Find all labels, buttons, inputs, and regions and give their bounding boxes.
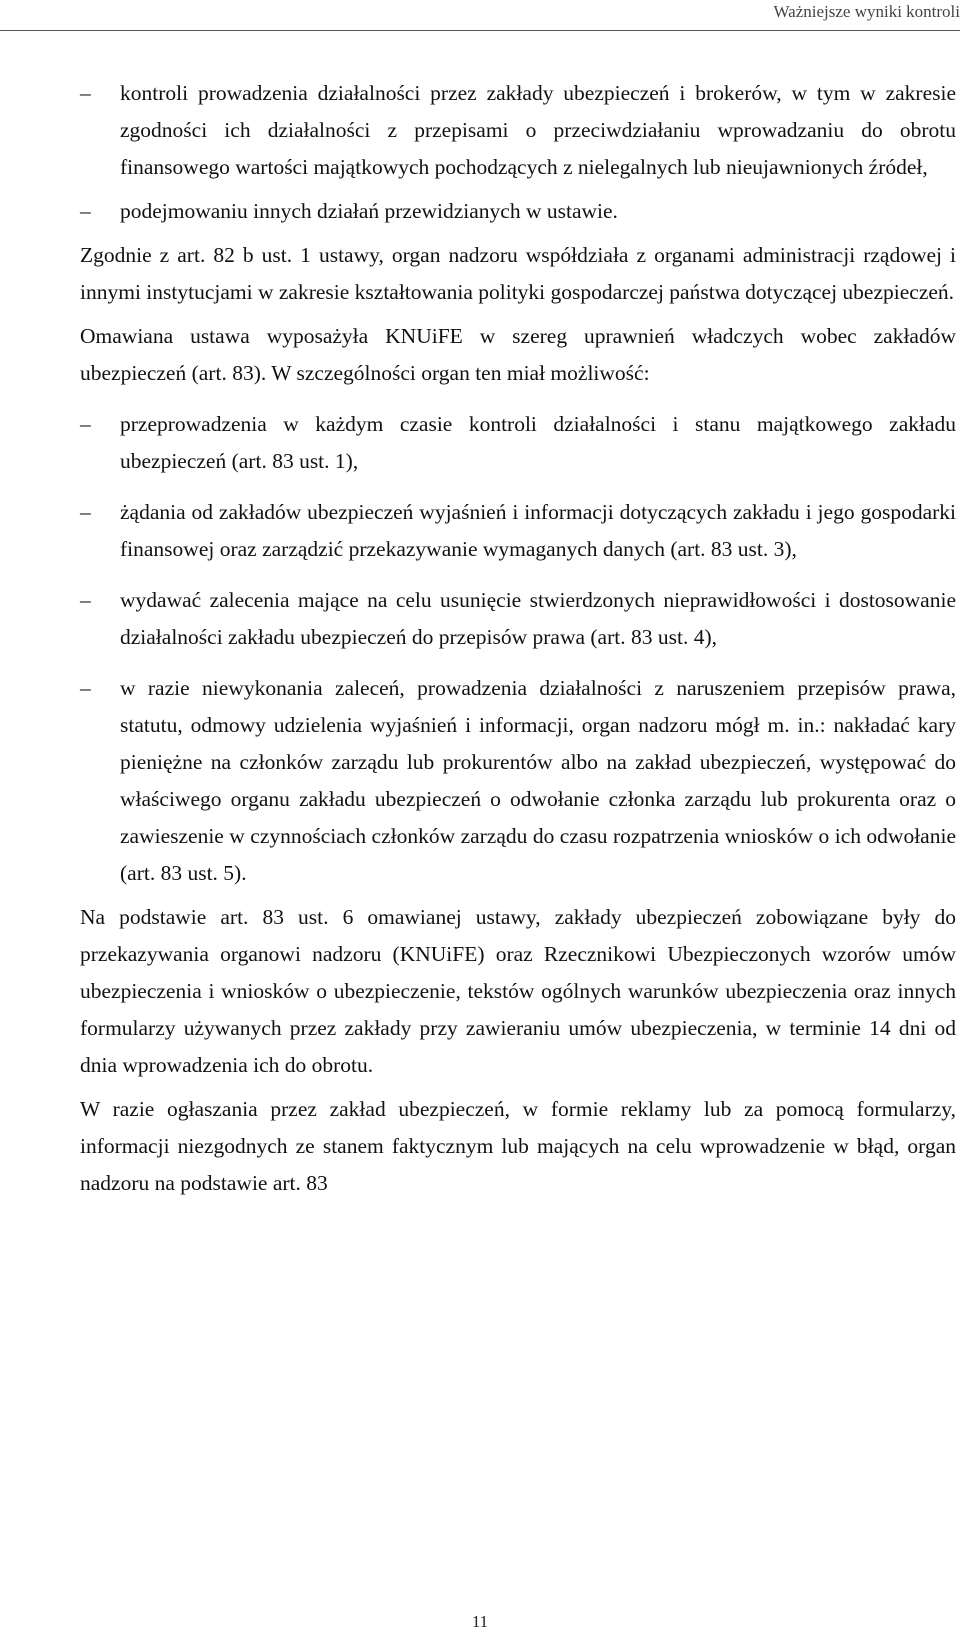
page-number: 11 [471,1612,489,1631]
list-item-text: w razie niewykonania zaleceń, prowadzenia działalności z naruszeniem przepisów prawa, statutu, odmowy udzielenia wyjaśnień i informacji, organ nadzoru mógł m. in.: nakładać kary pieniężne na członków zarządu lub prokurentów albo na zakład ubezpieczeń, występować do właściwego organu zakładu ubezpieczeń o odwołanie członka zarządu lub prokurenta oraz o zawieszenie w czynnościach członków zarządu do czasu rozpatrzenia wniosków o ich odwołanie (art. 83 ust. 5). [120,676,956,885]
paragraph: Zgodnie z art. 82 b ust. 1 ustawy, organ nadzoru współdziała z organami administracji rządowej i innymi instytucjami w zakresie kształtowania polityki gospodarczej państwa dotyczącej ubezpieczeń. [80,243,956,304]
list-item [80,75,956,186]
list-item-text: przeprowadzenia w każdym czasie kontroli działalności i stanu majątkowego zakładu ubezpieczeń (art. 83 ust. 1), [120,412,956,473]
list-item [80,193,956,230]
running-header: Ważniejsze wyniki kontroli [773,2,960,21]
list-item-text: wydawać zalecenia mające na celu usunięcie stwierdzonych nieprawidłowości i dostosowanie działalności zakładu ubezpieczeń do przepisów prawa (art. 83 ust. 4), [120,588,956,649]
list-item-text: podejmowaniu innych działań przewidzianych w ustawie. [120,199,618,223]
dash-bullet: – [80,500,91,524]
paragraph: W razie ogłaszania przez zakład ubezpieczeń, w formie reklamy lub za pomocą formularzy, informacji niezgodnych ze stanem faktycznym lub mających na celu wprowadzenie w błąd, organ nadzoru na podstawie art. 83 [80,1097,956,1195]
dash-bullet: – [80,81,91,105]
dash-bullet: – [80,676,91,700]
header-rule [0,30,960,31]
document-body [80,75,956,1202]
list-item-text: kontroli prowadzenia działalności przez zakłady ubezpieczeń i brokerów, w tym w zakresie zgodności ich działalności z przepisami o przeciwdziałaniu wprowadzaniu do obrotu finansowego wartości majątkowych pochodzących z nielegalnych lub nieujawnionych źródeł, [120,81,956,179]
list-item [80,670,956,892]
dash-bullet: – [80,412,91,436]
dash-bullet: – [80,199,91,223]
dash-bullet: – [80,588,91,612]
paragraph: Na podstawie art. 83 ust. 6 omawianej ustawy, zakłady ubezpieczeń zobowiązane były do przekazywania organowi nadzoru (KNUiFE) oraz Rzecznikowi Ubezpieczonych wzorów umów ubezpieczenia i wniosków o ubezpieczenie, tekstów ogólnych warunków ubezpieczenia oraz innych formularzy używanych przez zakłady przy zawieraniu umów ubezpieczenia, w terminie 14 dni od dnia wprowadzenia ich do obrotu. [80,905,956,1077]
paragraph: Omawiana ustawa wyposażyła KNUiFE w szereg uprawnień władczych wobec zakładów ubezpieczeń (art. 83). W szczególności organ ten miał możliwość: [80,324,956,385]
list-item [80,494,956,568]
list-item [80,582,956,656]
list-item [80,406,956,480]
list-item-text: żądania od zakładów ubezpieczeń wyjaśnień i informacji dotyczących zakładu i jego gospodarki finansowej oraz zarządzić przekazywanie wymaganych danych (art. 83 ust. 3), [120,500,956,561]
